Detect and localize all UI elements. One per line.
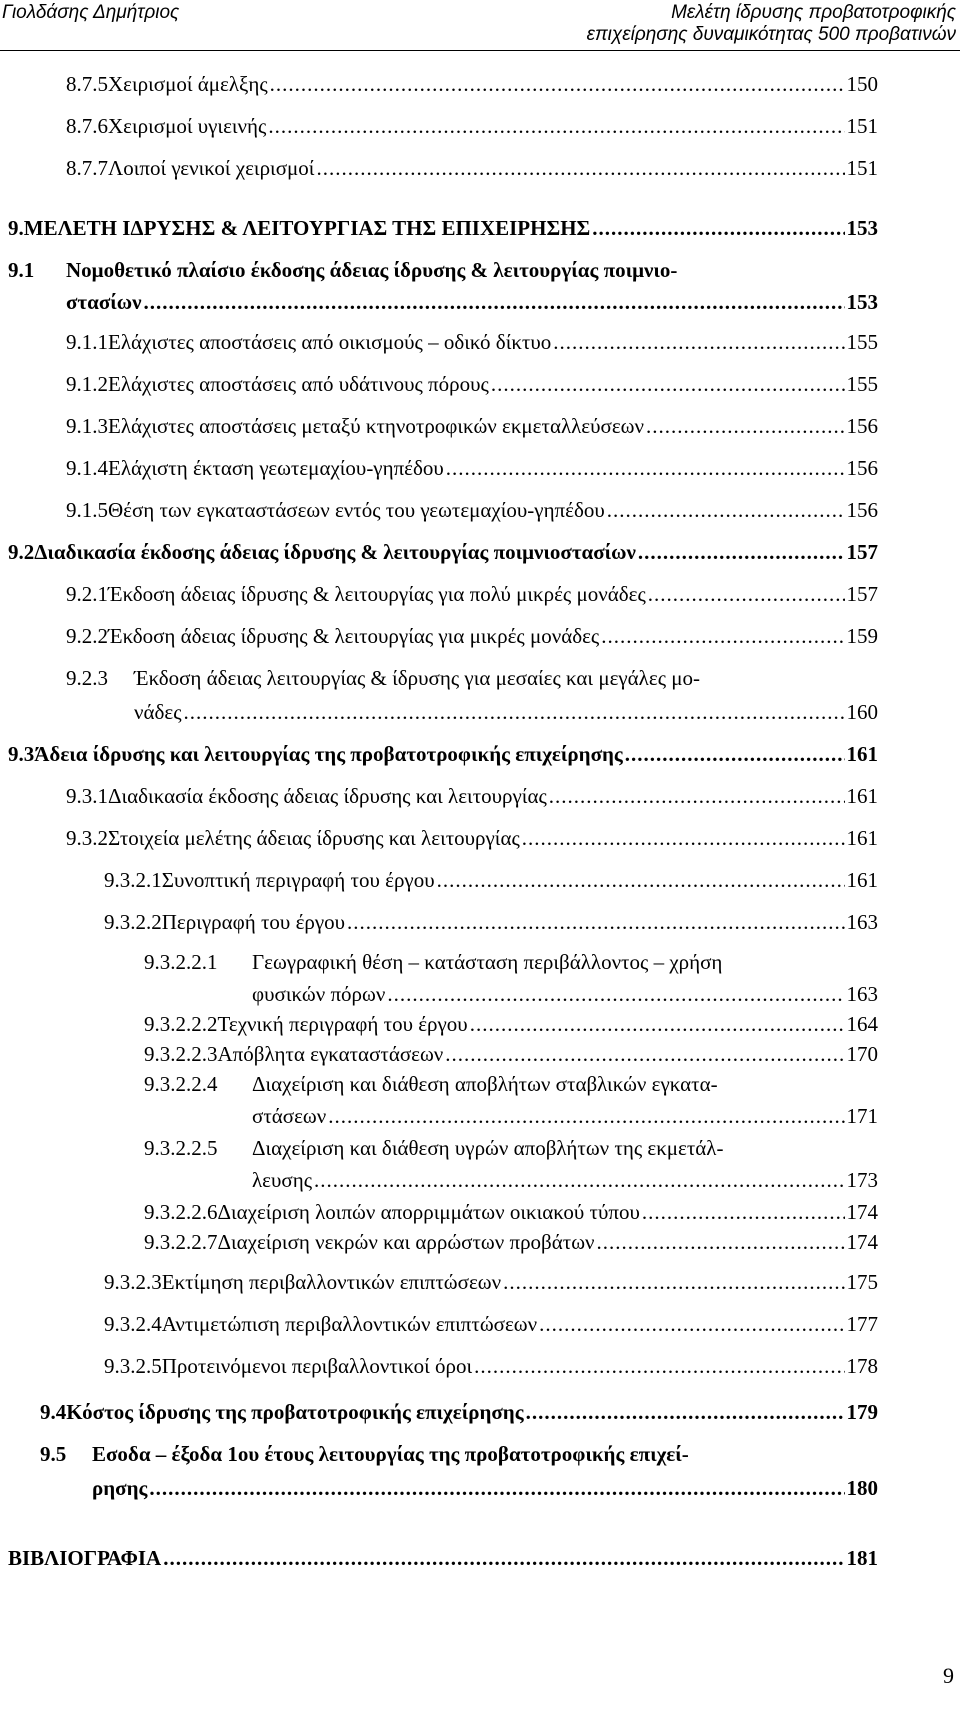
toc-title: Διαχείριση νεκρών και αρρώστων προβάτων: [217, 1230, 595, 1254]
toc-title: Απόβλητα εγκαταστάσεων: [217, 1042, 444, 1066]
toc-number: 9.3.2.2.2: [144, 1012, 218, 1036]
toc-entry[interactable]: [104, 1270, 878, 1295]
toc-page: 151: [846, 114, 878, 138]
toc-entry[interactable]: [144, 1200, 878, 1225]
toc-number: 9.3.2.2.7: [144, 1230, 218, 1254]
toc-title: Προτεινόμενοι περιβαλλοντικοί όροι: [161, 1354, 473, 1378]
toc-title: Νομοθετικό πλαίσιο έκδοσης άδειας ίδρυσης & λειτουργίας ποιμνιο-: [66, 258, 678, 282]
toc-number: 9.3.2: [66, 826, 108, 850]
toc-number: 9.5: [40, 1442, 67, 1466]
toc-page: 155: [846, 330, 878, 354]
toc-entry[interactable]: [66, 784, 878, 809]
toc-leader: [268, 114, 844, 139]
toc-number: 9.3.2.2: [104, 910, 162, 934]
toc-number: 9.1.3: [66, 414, 108, 438]
page-number: 9: [943, 1663, 954, 1688]
toc-number: 9.3.2.3: [104, 1270, 162, 1294]
toc-entry[interactable]: [66, 156, 878, 181]
toc-page: 156: [846, 414, 878, 438]
toc-number: 9.3: [8, 742, 35, 766]
toc-page: 171: [846, 1104, 878, 1128]
toc-entry[interactable]: [66, 498, 878, 523]
toc-title: Εσοδα – έξοδα 1ου έτους λειτουργίας της προβατοτροφικής επιχεί-: [92, 1442, 689, 1466]
toc-title: Χειρισμοί άμελξης: [108, 72, 268, 96]
toc-leader: [437, 868, 845, 893]
toc-title-continued: νάδες: [134, 700, 182, 724]
toc-leader: [491, 372, 845, 397]
toc-title: Έκδοση άδειας ίδρυσης & λειτουργίας για πολύ μικρές μονάδες: [108, 582, 646, 606]
toc-page: 163: [846, 910, 878, 934]
toc-page: 175: [846, 1270, 878, 1294]
toc-entry[interactable]: [8, 216, 878, 241]
toc-leader: [316, 156, 844, 181]
toc-page: 151: [846, 156, 878, 180]
page-header: [0, 0, 960, 64]
toc-title: Ελάχιστες αποστάσεις από οικισμούς – οδικό δίκτυο: [108, 330, 552, 354]
toc-title: Συνοπτική περιγραφή του έργου: [161, 868, 435, 892]
toc-title: Διαχείριση λοιπών απορριμμάτων οικιακού τύπου: [217, 1200, 640, 1224]
toc-number: 9.3.2.2.4: [144, 1072, 218, 1096]
toc-title: Έκδοση άδειας ίδρυσης & λειτουργίας για μικρές μονάδες: [108, 624, 600, 648]
toc-leader: [328, 1104, 844, 1129]
toc-leader: [526, 1400, 845, 1425]
toc-number: 9.3.2.2.1: [144, 950, 218, 974]
toc-entry[interactable]: [104, 1312, 878, 1337]
toc-page: 160: [846, 700, 878, 724]
toc-title: Στοιχεία μελέτης άδειας ίδρυσης και λειτουργίας: [108, 826, 520, 850]
toc-page: 153: [846, 290, 878, 314]
toc-number: 9.2: [8, 540, 35, 564]
toc-page: 159: [846, 624, 878, 648]
toc-entry[interactable]: [104, 1354, 878, 1379]
toc-leader: [642, 1200, 845, 1225]
toc-leader: [648, 582, 845, 607]
toc-leader: [601, 624, 844, 649]
header-title-line2: επιχείρησης δυναμικότητας 500 προβατινών: [586, 24, 956, 45]
toc-leader: [522, 826, 845, 851]
toc-entry[interactable]: [8, 742, 878, 767]
toc-page: 164: [846, 1012, 878, 1036]
toc-title: Διαδικασία έκδοσης άδειας ίδρυσης και λειτουργίας: [108, 784, 547, 808]
toc-title: Ελάχιστη έκταση γεωτεμαχίου-γηπέδου: [108, 456, 444, 480]
toc-entry[interactable]: [66, 456, 878, 481]
toc-entry[interactable]: [66, 372, 878, 397]
toc-leader: [446, 456, 845, 481]
toc-title-continued: λευσης: [252, 1168, 313, 1192]
toc-entry-bibliography[interactable]: [8, 1546, 878, 1571]
toc-leader: [625, 742, 845, 767]
toc-title: Κόστος ίδρυσης της προβατοτροφικής επιχείρησης: [66, 1400, 524, 1424]
toc-entry[interactable]: [66, 114, 878, 139]
toc-number: 9.1.1: [66, 330, 108, 354]
toc-entry[interactable]: [66, 72, 878, 97]
toc-title: Ελάχιστες αποστάσεις μεταξύ κτηνοτροφικών εκμεταλλεύσεων: [108, 414, 644, 438]
toc-number: 8.7.7: [66, 156, 108, 180]
toc-title: Θέση των εγκαταστάσεων εντός του γεωτεμαχίου-γηπέδου: [108, 498, 605, 522]
toc-title: Περιγραφή του έργου: [161, 910, 346, 934]
toc-title: Διαχείριση και διάθεση υγρών αποβλήτων της εκμετάλ-: [252, 1136, 724, 1160]
toc-page: 150: [846, 72, 878, 96]
toc-page: 157: [846, 582, 878, 606]
toc-page: 177: [846, 1312, 878, 1336]
toc-page: 161: [846, 868, 878, 892]
toc-title: Διαδικασία έκδοσης άδειας ίδρυσης & λειτουργίας ποιμνιοστασίων: [34, 540, 636, 564]
toc-leader: [539, 1312, 844, 1337]
toc-entry[interactable]: [66, 624, 878, 649]
toc-number: 9.4: [40, 1400, 67, 1424]
toc-page: 174: [846, 1200, 878, 1224]
toc-leader: [597, 1230, 845, 1255]
toc-leader: [347, 910, 844, 935]
toc-entry[interactable]: [66, 330, 878, 355]
toc-page: 156: [846, 498, 878, 522]
toc-leader: [503, 1270, 844, 1295]
toc-page: 181: [846, 1546, 878, 1570]
toc-entry[interactable]: [144, 1012, 878, 1037]
toc-title: Γεωγραφική θέση – κατάσταση περιβάλλοντος – χρήση: [252, 950, 723, 974]
toc-entry[interactable]: [66, 414, 878, 439]
toc-leader: [638, 540, 845, 565]
toc-title-continued: φυσικών πόρων: [252, 982, 386, 1006]
toc-page: 174: [846, 1230, 878, 1254]
toc-entry[interactable]: [66, 826, 878, 851]
toc-leader: [607, 498, 845, 523]
toc-number: 9.1.5: [66, 498, 108, 522]
toc-number: 9.1.2: [66, 372, 108, 396]
toc-leader: [387, 982, 844, 1007]
header-author: Γιολδάσης Δημήτριος: [2, 2, 180, 23]
toc-title: Έκδοση άδειας λειτουργίας & ίδρυσης για μεσαίες και μεγάλες μο-: [134, 666, 701, 690]
toc-title: Αντιμετώπιση περιβαλλοντικών επιπτώσεων: [161, 1312, 538, 1336]
toc-number: 9.2.1: [66, 582, 108, 606]
toc-entry[interactable]: [104, 868, 878, 893]
toc-title-continued: ρησης: [92, 1476, 148, 1500]
toc-page: 157: [846, 540, 878, 564]
toc-number: 9.3.2.2.3: [144, 1042, 218, 1066]
toc-leader: [445, 1042, 844, 1067]
toc-page: 155: [846, 372, 878, 396]
toc-title: ΒΙΒΛΙΟΓΡΑΦΙΑ: [8, 1546, 162, 1570]
toc-title: Διαχείριση και διάθεση αποβλήτων σταβλικών εγκατα-: [252, 1072, 718, 1096]
toc-title: Χειρισμοί υγιεινής: [108, 114, 267, 138]
toc-leader: [646, 414, 845, 439]
toc-entry[interactable]: [8, 540, 878, 565]
header-title-line1: Μελέτη ίδρυσης προβατοτροφικής: [671, 2, 956, 23]
toc-leader: [553, 330, 844, 355]
toc-number: 9.3.2.1: [104, 868, 162, 892]
toc-number: 9.: [8, 216, 24, 240]
toc-number: 9.3.2.2.6: [144, 1200, 218, 1224]
toc-number: 9.2.3: [66, 666, 108, 690]
toc-page: 153: [846, 216, 878, 240]
toc-page: 161: [846, 826, 878, 850]
toc-number: 9.3.2.4: [104, 1312, 162, 1336]
toc-title: Άδεια ίδρυσης και λειτουργίας της προβατοτροφικής επιχείρησης: [34, 742, 623, 766]
toc-page: 163: [846, 982, 878, 1006]
toc-entry[interactable]: [66, 582, 878, 607]
toc-number: 9.1: [8, 258, 35, 282]
toc-title: Τεχνική περιγραφή του έργου: [217, 1012, 468, 1036]
header-rule: [0, 50, 960, 51]
toc-page: 178: [846, 1354, 878, 1378]
toc-number: 9.3.2.5: [104, 1354, 162, 1378]
toc-leader: [270, 72, 845, 97]
toc-page: 173: [846, 1168, 878, 1192]
toc-entry[interactable]: [104, 910, 878, 935]
toc-title: Ελάχιστες αποστάσεις από υδάτινους πόρους: [108, 372, 489, 396]
toc-title: Εκτίμηση περιβαλλοντικών επιπτώσεων: [161, 1270, 502, 1294]
toc-entry[interactable]: [144, 1230, 878, 1255]
toc-leader: [144, 290, 845, 315]
toc-leader: [549, 784, 845, 809]
toc-page: 161: [846, 784, 878, 808]
toc-leader: [149, 1476, 844, 1501]
toc-title: ΜΕΛΕΤΗ ΙΔΡΥΣΗΣ & ΛΕΙΤΟΥΡΓΙΑΣ ΤΗΣ ΕΠΙΧΕΙΡΗΣΗΣ: [23, 216, 591, 240]
toc-title-continued: στασίων: [66, 290, 142, 314]
toc-page: 170: [846, 1042, 878, 1066]
toc-number: 8.7.5: [66, 72, 108, 96]
toc-page: 161: [846, 742, 878, 766]
toc-title: Λοιποί γενικοί χειρισμοί: [108, 156, 315, 180]
header-title: [587, 2, 956, 46]
toc-leader: [184, 700, 845, 725]
toc-entry[interactable]: [40, 1400, 878, 1425]
toc-title-continued: στάσεων: [252, 1104, 327, 1128]
toc-leader: [592, 216, 844, 241]
toc-leader: [163, 1546, 844, 1571]
toc-number: 9.3.2.2.5: [144, 1136, 218, 1160]
toc-page: 156: [846, 456, 878, 480]
toc-leader: [470, 1012, 845, 1037]
toc-entry[interactable]: [144, 1042, 878, 1067]
toc-number: 9.2.2: [66, 624, 108, 648]
toc-leader: [474, 1354, 844, 1379]
toc-number: 9.3.1: [66, 784, 108, 808]
toc-leader: [314, 1168, 844, 1193]
toc-page: 180: [846, 1476, 878, 1500]
toc-number: 8.7.6: [66, 114, 108, 138]
toc-number: 9.1.4: [66, 456, 108, 480]
toc-page: 179: [846, 1400, 878, 1424]
